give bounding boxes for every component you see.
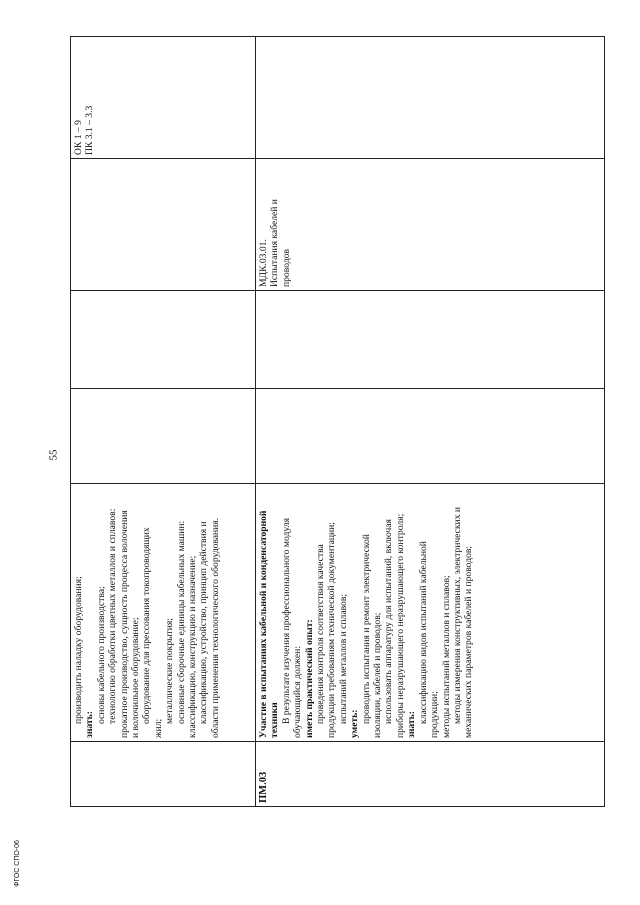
module-code-cell [71, 742, 256, 807]
competences-cell [71, 37, 256, 159]
requirement-line: обучающийся должен: [292, 646, 304, 738]
requirement-line: и волочильное оборудование; [130, 617, 142, 738]
requirement-line: проведения контроля соответствия качества [315, 544, 327, 724]
requirement-line: использовать аппаратуру для испытаний, включая [383, 519, 395, 724]
table-row [256, 37, 605, 807]
mdk-cell [71, 159, 256, 291]
mdk-title: Испытания кабелей и [269, 199, 281, 287]
empty-cell [256, 389, 605, 484]
requirement-line: иметь практический опыт: [303, 619, 315, 738]
requirement-line: изоляции, кабелей и проводов; [372, 612, 384, 738]
requirements-cell [71, 484, 256, 742]
requirement-line: испытаний металлов и сплавов; [337, 593, 349, 724]
requirement-line: техники [269, 702, 281, 738]
requirement-line: продукции; [429, 691, 441, 738]
requirement-line: проводить испытания и ремонт электрической [360, 534, 372, 724]
requirement-line: продукции требованиям технической документации; [326, 522, 338, 738]
empty-cell [71, 291, 256, 389]
requirement-line: жил; [152, 718, 164, 738]
competence-item: ОК 1 – 9 [73, 120, 84, 155]
empty-cell [71, 389, 256, 484]
module-code-cell [256, 742, 605, 807]
requirement-line: области применения технологического оборудования. [209, 517, 221, 738]
requirement-line: технологию обработки цветных металлов и сплавов: [107, 508, 119, 724]
requirement-line: Участие в испытаниях кабельной и конденсаторной [258, 510, 269, 738]
requirement-line: уметь: [349, 709, 361, 738]
requirement-line: В результате изучения профессионального модуля [280, 518, 292, 724]
competence-item: ПК 3.1 – 3.3 [84, 105, 96, 155]
rotated-table-container [70, 37, 604, 807]
requirement-line: основные сборочные единицы кабельных машин: [175, 520, 187, 724]
requirement-line: классификацию, устройство, принцип действия и [198, 521, 210, 724]
requirement-line: металлические покрытия; [164, 618, 176, 724]
requirement-line: механических параметров кабелей и проводов; [463, 545, 475, 738]
mdk-cell [256, 159, 605, 291]
mdk-code: МДК.03.01. [258, 239, 269, 287]
requirement-line: прокатное производство, сущность процесса волочения [118, 510, 130, 738]
page-footer: ФГОС СПО-06 [13, 840, 21, 887]
requirement-line: методы измерения конструктивных, электрических и [451, 506, 463, 724]
table-row [71, 37, 256, 807]
curriculum-table [70, 36, 605, 807]
requirement-line: методы испытаний металлов и сплавов; [440, 575, 452, 738]
requirement-line: знать: [406, 711, 418, 738]
requirement-line: классификацию, конструкцию и назначение; [187, 555, 199, 738]
competences-cell [256, 37, 605, 159]
requirements-cell [256, 484, 605, 742]
requirement-line: производить наладку оборудования; [73, 576, 84, 724]
mdk-title: проводов [280, 249, 292, 287]
requirement-line: классификацию видов испытаний кабельной [417, 541, 429, 724]
requirement-line: приборы неразрушающего неразрушающего контроля; [394, 513, 406, 738]
module-code: ПМ.03 [258, 771, 269, 803]
requirement-line: знать: [84, 711, 96, 738]
requirement-line: основы кабельного производства; [95, 586, 107, 724]
requirement-line: оборудование для прессования токопроводящих [141, 527, 153, 724]
page-number: 55 [47, 449, 60, 461]
empty-cell [256, 291, 605, 389]
